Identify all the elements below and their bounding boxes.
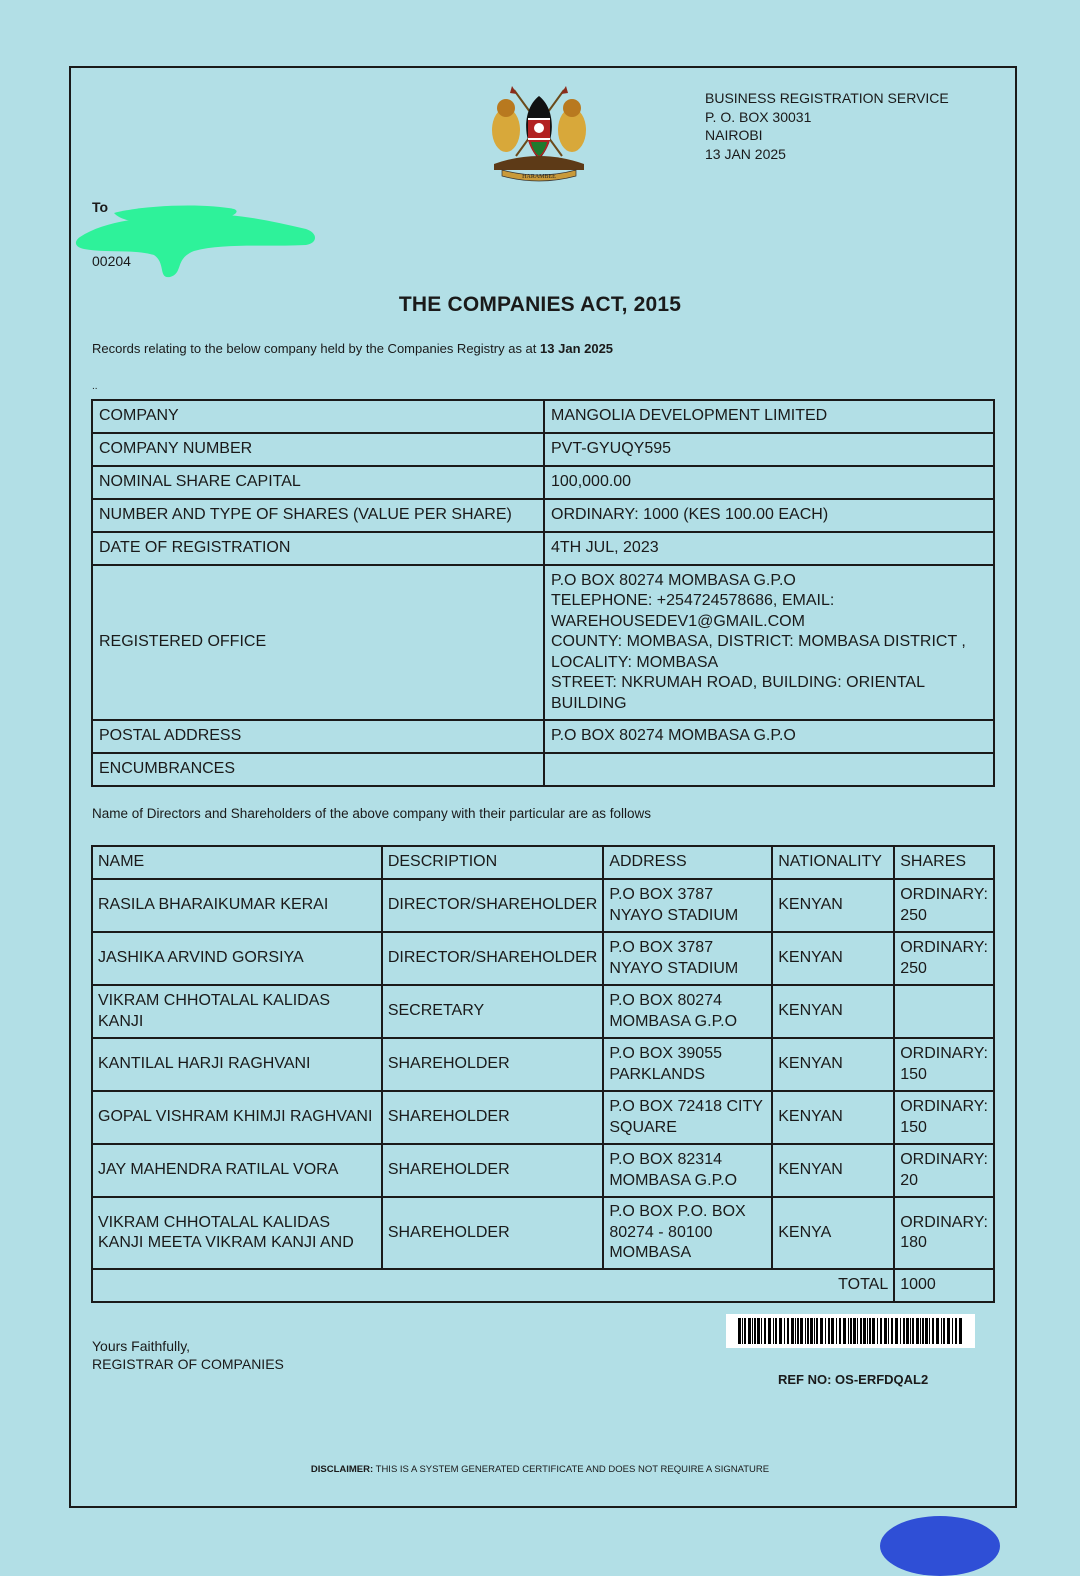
reference-number: REF NO: OS-ERFDQAL2	[778, 1372, 929, 1387]
barcode-bar	[800, 1318, 803, 1344]
barcode-bar	[877, 1318, 878, 1344]
barcode-bar	[828, 1318, 830, 1344]
director-row	[92, 1197, 994, 1269]
director-addr: P.O BOX 82314 MOMBASA G.P.O	[603, 1144, 772, 1197]
director-nat: KENYAN	[772, 985, 894, 1038]
director-addr: P.O BOX 3787 NYAYO STADIUM	[603, 932, 772, 985]
barcode-bar	[779, 1318, 782, 1344]
office-line: TELEPHONE: +254724578686, EMAIL:	[551, 592, 835, 610]
redaction-scribble	[74, 203, 320, 281]
barcode-bar	[761, 1318, 762, 1344]
barcode-bar	[748, 1318, 751, 1344]
barcode-bar	[784, 1318, 785, 1344]
barcode-bar	[850, 1318, 852, 1344]
director-addr: P.O BOX 39055 PARKLANDS	[603, 1038, 772, 1091]
field-label: COMPANY NUMBER	[92, 433, 544, 466]
field-label: POSTAL ADDRESS	[92, 720, 544, 753]
barcode-bar	[863, 1318, 866, 1344]
barcode-bar	[820, 1318, 823, 1344]
barcode-bar	[906, 1318, 909, 1344]
recipient-label: To	[92, 199, 109, 215]
disclaimer-text: THIS IS A SYSTEM GENERATED CERTIFICATE AND DOES NOT REQUIRE A SIGNATURE	[375, 1464, 770, 1475]
directors-note: Name of Directors and Shareholders of the above company with their particular are as follows	[92, 806, 652, 821]
barcode-bar	[775, 1318, 777, 1344]
barcode-bar	[773, 1318, 774, 1344]
company-row	[92, 433, 994, 466]
field-label: NUMBER AND TYPE OF SHARES (VALUE PER SHARE)	[92, 499, 544, 532]
field-value: MANGOLIA DEVELOPMENT LIMITED	[544, 400, 994, 433]
director-nat: KENYAN	[772, 1144, 894, 1197]
barcode-bar	[884, 1318, 887, 1344]
barcode-bar	[754, 1318, 756, 1344]
barcode-bar	[943, 1318, 945, 1344]
director-row	[92, 932, 994, 985]
office-line: STREET: NKRUMAH ROAD, BUILDING: ORIENTAL	[551, 674, 925, 692]
director-name: KANTILAL HARJI RAGHVANI	[92, 1038, 382, 1091]
barcode-bar	[922, 1318, 924, 1344]
directors-table	[91, 845, 995, 1303]
barcode-bar	[807, 1318, 809, 1344]
company-row	[92, 532, 994, 565]
field-label: NOMINAL SHARE CAPITAL	[92, 466, 544, 499]
barcode-bar	[912, 1318, 914, 1344]
barcode-bar	[910, 1318, 911, 1344]
issuer-line: NAIROBI	[705, 127, 763, 143]
records-date: 13 Jan 2025	[540, 341, 614, 356]
director-nat: KENYAN	[772, 879, 894, 932]
barcode-bar	[872, 1318, 875, 1344]
barcode-bar	[831, 1318, 834, 1344]
issuer-line: P. O. BOX 30031	[705, 108, 812, 125]
director-shares: ORDINARY: 20	[894, 1144, 994, 1197]
director-row	[92, 1091, 994, 1144]
issue-date: 13 JAN 2025	[705, 145, 786, 162]
director-desc: SHAREHOLDER	[382, 1038, 604, 1091]
barcode-bar	[932, 1318, 934, 1344]
director-row	[92, 1144, 994, 1197]
dots: ..	[92, 381, 98, 392]
barcode-bar	[848, 1318, 849, 1344]
barcode-bar	[825, 1318, 826, 1344]
director-row	[92, 1038, 994, 1091]
barcode-bar	[947, 1318, 950, 1344]
director-nat: KENYAN	[772, 932, 894, 985]
issuer-line: BUSINESS REGISTRATION SERVICE	[705, 90, 949, 106]
issuer-address	[705, 89, 949, 163]
barcode-bar	[895, 1318, 898, 1344]
field-label: REGISTERED OFFICE	[92, 565, 544, 720]
barcode-bar	[764, 1318, 766, 1344]
barcode-bar	[744, 1318, 746, 1344]
barcode-bar	[805, 1318, 806, 1344]
barcode-bar	[869, 1318, 871, 1344]
director-shares: ORDINARY: 250	[894, 932, 994, 985]
barcode-bar	[814, 1318, 815, 1344]
company-row	[92, 499, 994, 532]
barcode-bar	[936, 1318, 939, 1344]
barcode-bar	[752, 1318, 753, 1344]
barcode-bar	[925, 1318, 928, 1344]
director-desc: DIRECTOR/SHAREHOLDER	[382, 879, 604, 932]
field-label: COMPANY	[92, 400, 544, 433]
field-label: DATE OF REGISTRATION	[92, 532, 544, 565]
floating-action-button[interactable]	[880, 1516, 1000, 1576]
company-details-table	[91, 399, 995, 787]
barcode-bar	[757, 1318, 760, 1344]
director-shares: ORDINARY: 150	[894, 1091, 994, 1144]
barcode-bar	[959, 1318, 962, 1344]
director-desc: SHAREHOLDER	[382, 1197, 604, 1269]
column-header: NATIONALITY	[772, 846, 894, 879]
field-value	[544, 753, 994, 786]
barcode-bar	[903, 1318, 905, 1344]
director-row	[92, 985, 994, 1038]
director-name: JASHIKA ARVIND GORSIYA	[92, 932, 382, 985]
coat-of-arms-icon	[484, 82, 594, 182]
barcode-bar	[857, 1318, 858, 1344]
field-value: 100,000.00	[544, 466, 994, 499]
director-shares: ORDINARY: 250	[894, 879, 994, 932]
barcode-bar	[738, 1318, 741, 1344]
director-addr: P.O BOX 3787 NYAYO STADIUM	[603, 879, 772, 932]
director-nat: KENYAN	[772, 1091, 894, 1144]
closing	[92, 1337, 284, 1373]
director-addr: P.O BOX 80274 MOMBASA G.P.O	[603, 985, 772, 1038]
barcode-bar	[810, 1318, 813, 1344]
recipient-line: 00204	[92, 253, 131, 269]
barcode-bar	[836, 1318, 837, 1344]
director-name: GOPAL VISHRAM KHIMJI RAGHVANI	[92, 1091, 382, 1144]
director-nat: KENYAN	[772, 1038, 894, 1091]
barcode-bar	[816, 1318, 818, 1344]
office-line: COUNTY: MOMBASA, DISTRICT: MOMBASA DISTRICT ,	[551, 633, 966, 651]
column-header: SHARES	[894, 846, 994, 879]
barcode-bar	[839, 1318, 841, 1344]
director-nat: KENYA	[772, 1197, 894, 1269]
act-title: THE COMPANIES ACT, 2015	[398, 293, 682, 316]
records-text: Records relating to the below company held by the Companies Registry as at	[92, 341, 537, 356]
director-addr: P.O BOX P.O. BOX 80274 - 80100 MOMBASA	[603, 1197, 772, 1269]
barcode-bar	[955, 1318, 957, 1344]
director-name: JAY MAHENDRA RATILAL VORA	[92, 1144, 382, 1197]
field-value: PVT-GYUQY595	[544, 433, 994, 466]
director-desc: DIRECTOR/SHAREHOLDER	[382, 932, 604, 985]
barcode-bar	[952, 1318, 953, 1344]
disclaimer	[0, 1464, 1080, 1475]
closing-line: Yours Faithfully,	[92, 1338, 191, 1354]
field-value: 4TH JUL, 2023	[544, 532, 994, 565]
office-line: P.O BOX 80274 MOMBASA G.P.O	[551, 571, 796, 589]
director-shares: ORDINARY: 180	[894, 1197, 994, 1269]
motto-text: HARAMBEE	[522, 174, 556, 180]
director-name: VIKRAM CHHOTALAL KALIDAS KANJI	[92, 985, 382, 1038]
barcode-bar	[795, 1318, 796, 1344]
barcode-bar	[880, 1318, 882, 1344]
barcode-bar	[891, 1318, 893, 1344]
field-value: P.O BOX 80274 MOMBASA G.P.O	[544, 720, 994, 753]
column-header: NAME	[92, 846, 382, 879]
company-row	[92, 400, 994, 433]
barcode-bar	[797, 1318, 799, 1344]
barcode-bar	[853, 1318, 856, 1344]
barcode-bar	[916, 1318, 919, 1344]
barcode-bar	[920, 1318, 921, 1344]
barcode-bar	[900, 1318, 901, 1344]
director-desc: SHAREHOLDER	[382, 1091, 604, 1144]
director-name: RASILA BHARAIKUMAR KERAI	[92, 879, 382, 932]
barcode-bar	[941, 1318, 942, 1344]
barcode	[726, 1314, 975, 1348]
encumbrances-row	[92, 753, 994, 786]
barcode-bar	[929, 1318, 930, 1344]
total-spacer	[92, 1269, 772, 1302]
barcode-bar	[791, 1318, 794, 1344]
column-header: ADDRESS	[603, 846, 772, 879]
director-addr: P.O BOX 72418 CITY SQUARE	[603, 1091, 772, 1144]
field-value: ORDINARY: 1000 (KES 100.00 EACH)	[544, 499, 994, 532]
office-line: BUILDING	[551, 694, 627, 712]
director-desc: SECRETARY	[382, 985, 604, 1038]
director-shares: ORDINARY: 150	[894, 1038, 994, 1091]
barcode-bar	[867, 1318, 868, 1344]
company-row	[92, 466, 994, 499]
column-header: DESCRIPTION	[382, 846, 604, 879]
office-line: LOCALITY: MOMBASA	[551, 653, 719, 671]
barcode-bar	[843, 1318, 846, 1344]
disclaimer-label: DISCLAIMER:	[310, 1464, 374, 1475]
barcode-bar	[787, 1318, 789, 1344]
director-shares	[894, 985, 994, 1038]
director-name: VIKRAM CHHOTALAL KALIDAS KANJI MEETA VIKRAM KANJI AND	[92, 1197, 382, 1269]
total-value: 1000	[894, 1269, 994, 1302]
barcode-bar	[768, 1318, 771, 1344]
barcode-bar	[888, 1318, 889, 1344]
total-label: TOTAL	[772, 1269, 894, 1302]
director-desc: SHAREHOLDER	[382, 1144, 604, 1197]
postal-address-row	[92, 720, 994, 753]
registered-office-row	[92, 565, 994, 720]
directors-header-row	[92, 846, 994, 879]
field-label: ENCUMBRANCES	[92, 753, 544, 786]
barcode-bar	[860, 1318, 862, 1344]
office-line: WAREHOUSEDEV1@GMAIL.COM	[551, 612, 805, 630]
director-row	[92, 879, 994, 932]
barcode-bar	[742, 1318, 743, 1344]
registered-office-value	[544, 565, 994, 720]
signatory: REGISTRAR OF COMPANIES	[92, 1356, 284, 1372]
total-row	[92, 1269, 994, 1302]
records-statement	[92, 341, 613, 356]
